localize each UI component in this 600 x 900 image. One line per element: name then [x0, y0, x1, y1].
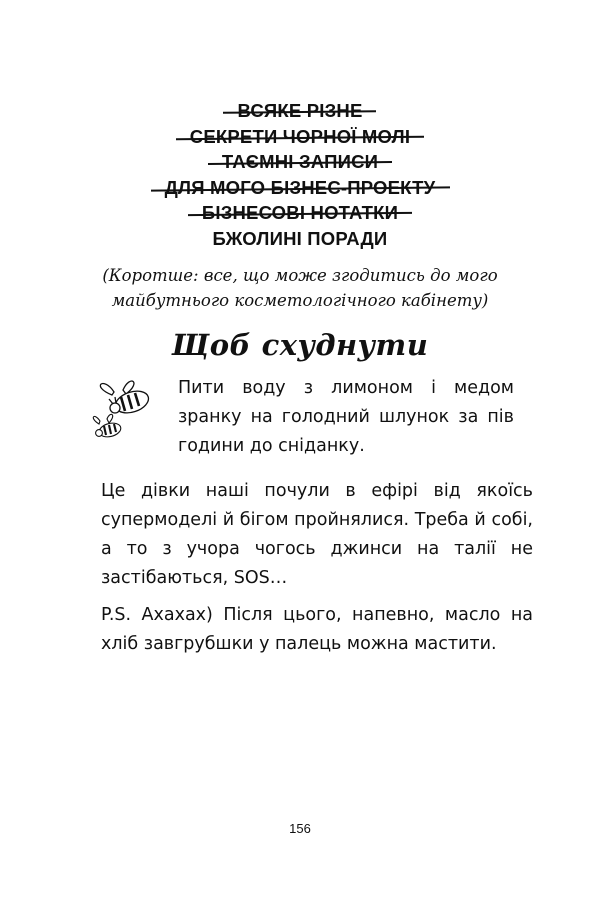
heading-line-struck [0, 200, 600, 226]
heading-text: ВСЯКЕ РІЗНЕ [223, 98, 376, 124]
tip-text: Пити воду з лимоном і медом зранку на голодний шлунок за пів години до сніданку. [178, 378, 514, 456]
note-line: майбутнього косметологічного кабінету) [111, 291, 489, 310]
heading-text: ДЛЯ МОГО БІЗНЕС-ПРОЕКТУ [151, 175, 450, 201]
bee-large-icon [100, 381, 151, 417]
heading-line-active [0, 226, 600, 252]
page-number: 156 [289, 821, 311, 836]
heading-text: БІЗНЕСОВІ НОТАТКИ [188, 200, 412, 226]
heading-line-struck [0, 98, 600, 124]
section-title: Щоб схуднути [171, 328, 429, 362]
heading-text: СЕКРЕТИ ЧОРНОЇ МОЛІ [176, 124, 424, 150]
bee-small-icon [93, 414, 122, 439]
heading-list [0, 98, 600, 251]
heading-text: БЖОЛИНІ ПОРАДИ [212, 227, 388, 249]
heading-line-struck [0, 149, 600, 175]
body-paragraph: P.S. Ахахах) Після цього, напевно, масло на хліб завгрубшки у палець можна мастити. [101, 605, 533, 654]
note-line: (Коротше: все, що може згодитись до мого [102, 266, 498, 285]
bees-icon [92, 378, 158, 442]
handwritten-note [50, 263, 550, 313]
heading-text: ТАЄМНІ ЗАПИСИ [208, 149, 392, 175]
heading-line-struck [0, 124, 600, 150]
body-paragraph: Це дівки наші почули в ефірі від якоїсь супермоделі й бігом пройнялися. Треба й собі, а то з учора чогось джинси на талії не застібаються, SOS… [101, 481, 533, 588]
heading-line-struck [0, 175, 600, 201]
